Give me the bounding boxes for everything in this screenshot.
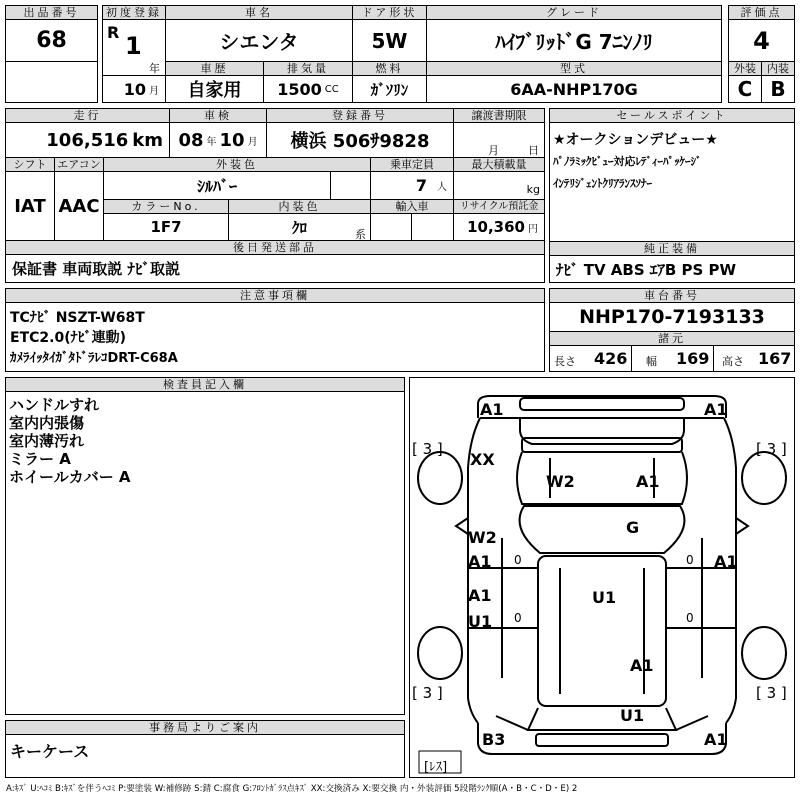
damage-rl-door-1: A1 (468, 586, 492, 605)
capacity-label: 乗車定員 (370, 157, 454, 172)
ac-value: AAC (54, 171, 104, 241)
damage-right-front-door: A1 (714, 552, 738, 571)
capacity-unit: 人 (437, 182, 447, 193)
spare-tire-icon (418, 750, 462, 774)
inspector-label: 検査員記入欄 (5, 377, 405, 392)
inspection-month: 10 (219, 129, 245, 151)
displacement-unit: CC (324, 83, 339, 95)
inspection-year: 08 (178, 129, 204, 151)
transfer-cell (453, 122, 545, 158)
int-color-cell (228, 213, 371, 241)
recycle-unit: 円 (528, 223, 538, 235)
length-cell (549, 345, 632, 372)
lot-blank (5, 61, 98, 103)
door-value: 5W (352, 19, 427, 62)
damage-rear-left: B3 (482, 730, 506, 749)
zero-mark-2: 0 (686, 553, 694, 567)
width-cell (631, 345, 714, 372)
zero-mark-4: 0 (686, 611, 694, 625)
damage-rear-right-corner: A1 (704, 730, 728, 749)
recycle-value: 10,360 (467, 218, 525, 236)
import-right (411, 213, 454, 241)
first-reg-label: 初度登録 (102, 5, 166, 20)
capacity-cell (370, 171, 454, 200)
damage-rear-right: A1 (630, 656, 654, 675)
interior-label: 内装 (761, 61, 795, 76)
displacement-cell (263, 75, 353, 103)
inspection-label: 車検 (169, 108, 267, 123)
office-box (5, 734, 405, 778)
year-unit: 年 (149, 62, 160, 75)
spare-tire: [ﾚｽ] (424, 760, 448, 775)
ext-color-label: 外装色 (103, 157, 371, 172)
office-value: キーケース (10, 742, 90, 761)
inspector-line-2: 室内内張傷 (9, 414, 85, 432)
shift-value: IAT (5, 171, 55, 241)
fuel-value: ｶﾞｿﾘﾝ (352, 75, 427, 103)
later-parts-value: 保証書 車両取説 ﾅﾋﾞ取説 (5, 254, 545, 283)
int-color-value: ｸﾛ (291, 218, 307, 237)
door-label: ドア形状 (352, 5, 427, 20)
damage-hood-right: A1 (636, 472, 660, 491)
note-line-3: ｶﾒﾗｲｯﾀｲｶﾞﾀﾄﾞﾗﾚｺDRT-C68A (10, 351, 178, 366)
later-parts-label: 後日発送部品 (5, 240, 545, 255)
exterior-value: C (728, 75, 762, 103)
recycle-cell (453, 213, 545, 241)
damage-fl-door-1: W2 (468, 528, 497, 547)
recycle-label: リサイクル預託金 (453, 199, 545, 214)
inspector-box (5, 391, 405, 715)
month-unit: 月 (149, 85, 159, 97)
inspector-line-3: 室内薄汚れ (9, 432, 85, 450)
equipment-label: 純正装備 (549, 241, 795, 256)
max-load-label: 最大積載量 (453, 157, 545, 172)
damage-front-right: A1 (704, 400, 728, 419)
exterior-label: 外装 (728, 61, 762, 76)
mileage-label: 走行 (5, 108, 170, 123)
damage-fl-door-2: A1 (468, 552, 492, 571)
history-value: 自家用 (165, 75, 264, 103)
registration-value: 横浜 506ｻ9828 (266, 122, 454, 158)
lot-label: 出品番号 (5, 5, 98, 20)
color-no-value: 1F7 (103, 213, 229, 241)
model-label: 型式 (426, 61, 722, 76)
shift-label: シフト (5, 157, 55, 172)
first-reg-month-cell (102, 75, 166, 103)
note-line-2: ETC2.0(ﾅﾋﾞ連動) (10, 330, 126, 346)
transfer-label: 譲渡書期限 (453, 108, 545, 123)
interior-value: B (761, 75, 795, 103)
capacity-value: 7 (415, 176, 427, 195)
inspection-year-unit: 年 (206, 136, 217, 148)
first-reg-month: 10 (123, 79, 146, 99)
fuel-label: 燃料 (352, 61, 427, 76)
width-label: 幅 (646, 355, 657, 368)
sales-line-3: ｲﾝﾃﾘｼﾞｪﾝﾄｸﾘｱﾗﾝｽｿﾅｰ (553, 177, 652, 190)
inspection-month-unit: 月 (247, 136, 258, 148)
damage-front-left: A1 (480, 400, 504, 419)
car-name: シエンタ (165, 19, 353, 62)
legend: A:ｷｽﾞ U:ﾍｺﾐ B:ｷｽﾞを伴うﾍｺﾐ P:要塗装 W:補修跡 S:錆 C:腐食 G:ﾌﾛﾝﾄｶﾞﾗｽ点ｷｽﾞ XX:交換済み X:要交換 内・外装評価 5段階ﾗﾝｸ順(A・B・C・D・E) 2 (6, 784, 578, 794)
sales-label: セールスポイント (549, 108, 795, 123)
height-label: 高さ (722, 355, 744, 368)
import-label: 輸入車 (370, 199, 454, 214)
zero-mark-3: 0 (514, 611, 522, 625)
lot-number: 68 (5, 19, 98, 62)
tread-rear-right: [ 3 ] (756, 684, 787, 702)
damage-roof: U1 (592, 588, 617, 607)
tread-front-right: [ 3 ] (756, 440, 787, 458)
damage-fl-fender: XX (470, 450, 495, 469)
car-outline (410, 378, 794, 777)
ext-color-value: ｼﾙﾊﾞｰ (103, 171, 331, 200)
zero-mark-1: 0 (514, 553, 522, 567)
office-label: 事務局よりご案内 (5, 720, 405, 735)
inspector-line-5: ホイールカバー A (9, 468, 131, 486)
displacement-label: 排気量 (263, 61, 353, 76)
notes-label: 注意事項欄 (5, 288, 545, 303)
sales-line-2: ﾊﾟﾉﾗﾐｯｸﾋﾞｭｰ対応ﾚﾃﾞｨｰﾊﾟｯｹｰｼﾞ (553, 155, 702, 168)
mileage-unit: km (132, 129, 163, 151)
registration-label: 登録番号 (266, 108, 454, 123)
height-cell (713, 345, 795, 372)
score-label: 評価点 (728, 5, 795, 20)
inspector-line-4: ミラー A (9, 450, 71, 468)
car-name-label: 車名 (165, 5, 353, 20)
damage-rl-door-2: U1 (468, 612, 493, 631)
history-label: 車歴 (165, 61, 264, 76)
height-value: 167 (758, 349, 792, 368)
max-load-cell (453, 171, 545, 200)
inspector-line-1: ハンドルすれ (9, 396, 100, 414)
car-diagram (409, 377, 795, 778)
mileage-value: 106,516 (46, 129, 129, 151)
color-no-label: カラーNo. (103, 199, 229, 214)
tread-front-left: [ 3 ] (412, 440, 443, 458)
inspection-cell (169, 122, 267, 158)
int-color-label: 内装色 (228, 199, 371, 214)
damage-hood-left: W2 (546, 472, 575, 491)
chassis-value: NHP170-7193133 (549, 302, 795, 332)
damage-rear-center: U1 (620, 706, 645, 725)
int-color-unit: 系 (355, 228, 366, 241)
grade-label: グレード (426, 5, 722, 20)
era: R (107, 23, 120, 42)
length-value: 426 (594, 349, 628, 368)
sales-box (549, 122, 795, 242)
transfer-month-unit: 月 (488, 144, 499, 157)
import-left (370, 213, 412, 241)
transfer-day-unit: 日 (528, 144, 539, 157)
score-value: 4 (728, 19, 795, 62)
notes-box (5, 302, 545, 372)
mileage-cell (5, 122, 170, 158)
note-line-1: TCﾅﾋﾞ NSZT-W68T (10, 310, 145, 326)
grade-value: ﾊｲﾌﾞﾘｯﾄﾞG 7ﾆﾝﾉﾘ (426, 19, 722, 62)
max-load-unit: kg (526, 183, 540, 196)
tread-rear-left: [ 3 ] (412, 684, 443, 702)
ac-label: エアコン (54, 157, 104, 172)
chassis-label: 車台番号 (549, 288, 795, 303)
first-reg-year: 1 (125, 32, 142, 60)
equipment-value: ﾅﾋﾞ TV ABS ｴｱB PS PW (549, 255, 795, 283)
model-value: 6AA-NHP170G (426, 75, 722, 103)
width-value: 169 (676, 349, 710, 368)
spec-label: 諸元 (549, 331, 795, 346)
damage-windshield: G (626, 518, 640, 537)
length-label: 長さ (554, 355, 576, 368)
first-reg-cell (102, 19, 166, 76)
displacement-value: 1500 (277, 79, 322, 99)
ext-color-blank (330, 171, 371, 200)
sales-line-1: ★オークションデビュー★ (553, 132, 718, 148)
